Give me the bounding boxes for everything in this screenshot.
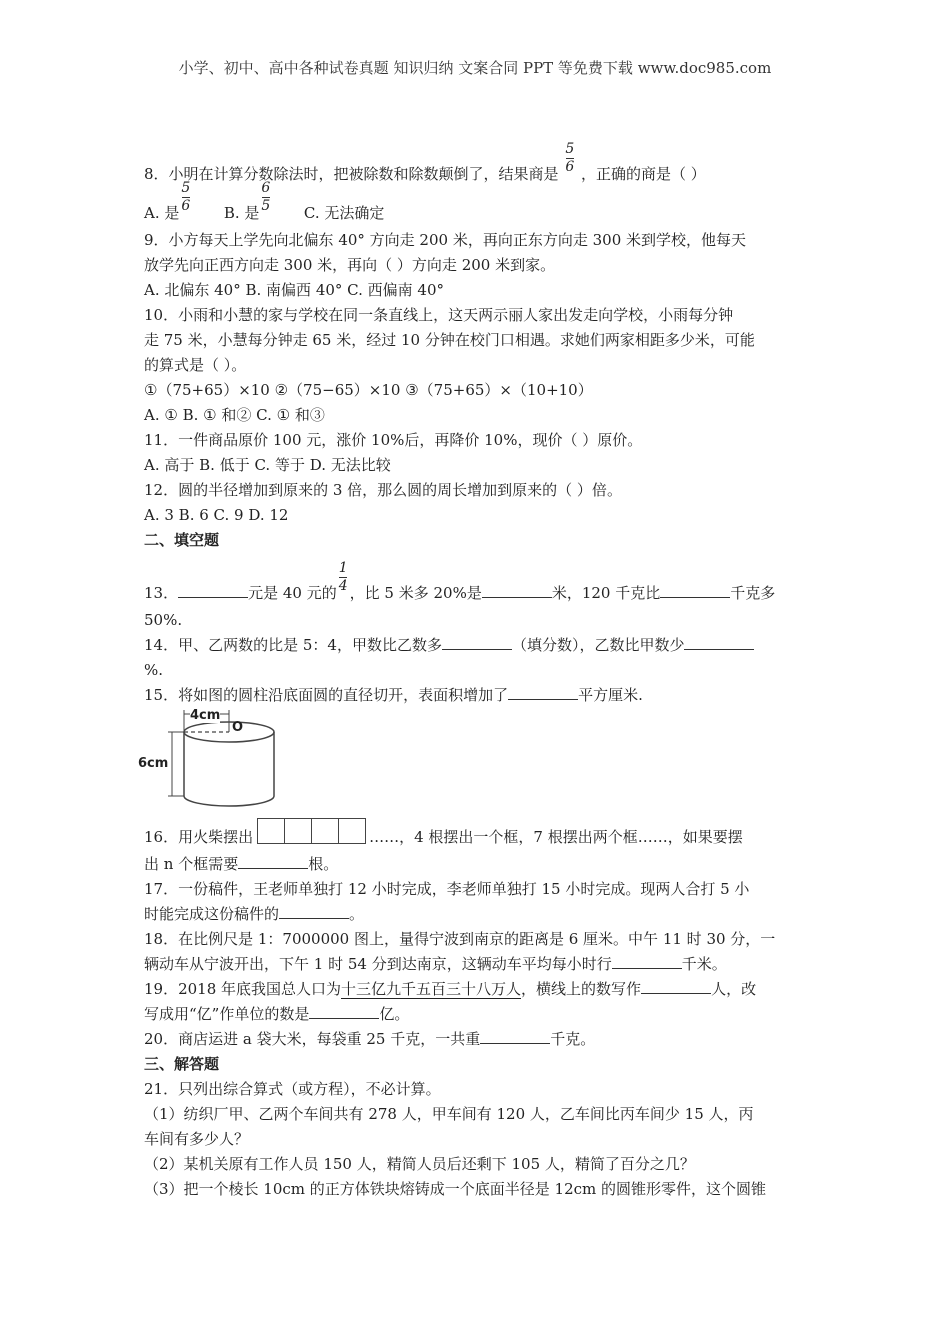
q8-option-a: A. 是 [144, 204, 180, 222]
q14-blank-1[interactable] [442, 635, 512, 650]
q13-fraction: $\frac{1}{4}$ [338, 560, 348, 594]
q14-line1: 14．甲、乙两数的比是 5：4，甲数比乙数多 （填分数），乙数比甲数少 [144, 633, 804, 658]
q13-blank-3[interactable] [660, 583, 730, 598]
q21-part1-a: （1）纺织厂甲、乙两个车间共有 278 人，甲车间有 120 人，乙车间比丙车间少 15 人，丙 [144, 1105, 754, 1123]
q8-stem-text-2: ，正确的商是（ ） [581, 165, 706, 183]
q11-options: A. 高于 B. 低于 C. 等于 D. 无法比较 [144, 456, 391, 474]
q19-line1: 19．2018 年底我国总人口为十三亿九千五百三十八万人，横线上的数写作 人，改 [144, 980, 757, 998]
q13-line1: 13． 元是 40 元的 $\frac{1}{4}$ ，比 5 米多 20%是 米，120 千克比 千克多 [144, 560, 776, 602]
cylinder-figure [138, 708, 804, 808]
q17-line2: 时能完成这份稿件的 。 [144, 905, 365, 923]
q10-line2: 走 75 米，小慧每分钟走 65 米，经过 10 分钟在校门口相遇。求她们两家相距多少米，可能 [144, 331, 755, 349]
q14-blank-2[interactable] [684, 635, 754, 650]
q20-line1: 20．商店运进 a 袋大米，每袋重 25 千克，一共重 千克。 [144, 1030, 596, 1048]
q10-line1: 10．小雨和小慧的家与学校在同一条直线上，这天两示丽人家出发走向学校，小雨每分钟 [144, 306, 734, 324]
q15-blank[interactable] [508, 685, 578, 700]
q12-options: A. 3 B. 6 C. 9 D. 12 [144, 506, 289, 524]
q17-line1: 17．一份稿件，王老师单独打 12 小时完成，李老师单独打 15 小时完成。现两人合打 5 小 [144, 880, 750, 898]
q8-stem-text: 8．小明在计算分数除法时，把被除数和除数颠倒了，结果商是 [144, 165, 559, 183]
q18-line2: 辆动车从宁波开出，下午 1 时 54 分到达南京，这辆动车平均每小时行 千米。 [144, 955, 727, 973]
q8-option-c: C. 无法确定 [303, 204, 385, 222]
q17-blank[interactable] [279, 904, 349, 919]
q18-line1: 18．在比例尺是 1：7000000 图上，量得宁波到南京的距离是 6 厘米。中午 11 时 30 分，一 [144, 930, 776, 948]
q13-blank-2[interactable] [482, 583, 552, 598]
q14-line2: %. [144, 661, 164, 679]
page-header: 小学、初中、高中各种试卷真题 知识归纳 文案合同 PPT 等免费下载 www.doc985.com [178, 59, 772, 77]
q19-blank-2[interactable] [309, 1004, 379, 1019]
q16-line2: 出 n 个框需要 根。 [144, 855, 339, 873]
q19-underlined-number: 十三亿九千五百三十八万人 [341, 980, 522, 998]
q19-blank-1[interactable] [641, 979, 711, 994]
q19-line2: 写成用“亿”作单位的数是 亿。 [144, 1005, 410, 1023]
fig-height-label: 6cm [138, 756, 169, 771]
q12-line1: 12．圆的半径增加到原来的 3 倍，那么圆的周长增加到原来的（ ）倍。 [144, 481, 622, 499]
q10-options: A. ① B. ① 和② C. ① 和③ [144, 406, 325, 424]
q13-line2: 50%. [144, 611, 183, 629]
q15-line1: 15．将如图的圆柱沿底面圆的直径切开，表面积增加了 平方厘米. [144, 686, 643, 704]
q9-line2: 放学先向正西方向走 300 米，再向（ ）方向走 200 米到家。 [144, 256, 556, 274]
q11-line1: 11．一件商品原价 100 元，涨价 10%后，再降价 10%，现价（ ）原价。 [144, 431, 643, 449]
q8-fraction: $\frac{5}{6}$ [565, 141, 575, 175]
q21-part1-b: 车间有多少人？ [144, 1130, 250, 1148]
q8-options: A. 是 $\frac{5}{6}$ B. 是 $\frac{6}{5}$ C. 无法确定 [144, 180, 385, 222]
matchstick-boxes-figure [257, 818, 365, 852]
section-3-title: 三、解答题 [144, 1055, 220, 1073]
q21-part2: （2）某机关原有工作人员 150 人，精简人员后还剩下 105 人，精简了百分之几？ [144, 1155, 695, 1173]
q8-stem [144, 141, 804, 189]
fig-radius-label: 4cm [190, 708, 221, 723]
q13-blank-1[interactable] [178, 583, 248, 598]
cylinder-bottom [184, 796, 274, 806]
q9-line1: 9．小方每天上学先向北偏东 40° 方向走 200 米，再向正东方向走 300 米到学校，他每天 [144, 231, 747, 249]
fig-center-label: O [232, 720, 244, 735]
q18-blank[interactable] [612, 954, 682, 969]
q21-part3: （3）把一个棱长 10cm 的正方体铁块熔铸成一个底面半径是 12cm 的圆锥形零件，这个圆锥 [144, 1180, 767, 1198]
q10-formulas: ①（75+65）×10 ②（75−65）×10 ③（75+65）×（10+10） [144, 381, 593, 399]
q16-line1: 16．用火柴摆出 ……，4 根摆出一个框，7 根摆出两个框……，如果要摆 [144, 818, 804, 852]
exam-content [138, 141, 804, 1202]
q20-blank[interactable] [480, 1029, 550, 1044]
q10-line3: 的算式是（ ）。 [144, 356, 247, 374]
section-2-title: 二、填空题 [144, 531, 220, 549]
q9-options: A. 北偏东 40° B. 南偏西 40° C. 西偏南 40° [144, 281, 445, 299]
q8-option-b: B. 是 [223, 204, 260, 222]
q16-blank[interactable] [238, 854, 308, 869]
q21-line1: 21．只列出综合算式（或方程），不必计算。 [144, 1080, 441, 1098]
